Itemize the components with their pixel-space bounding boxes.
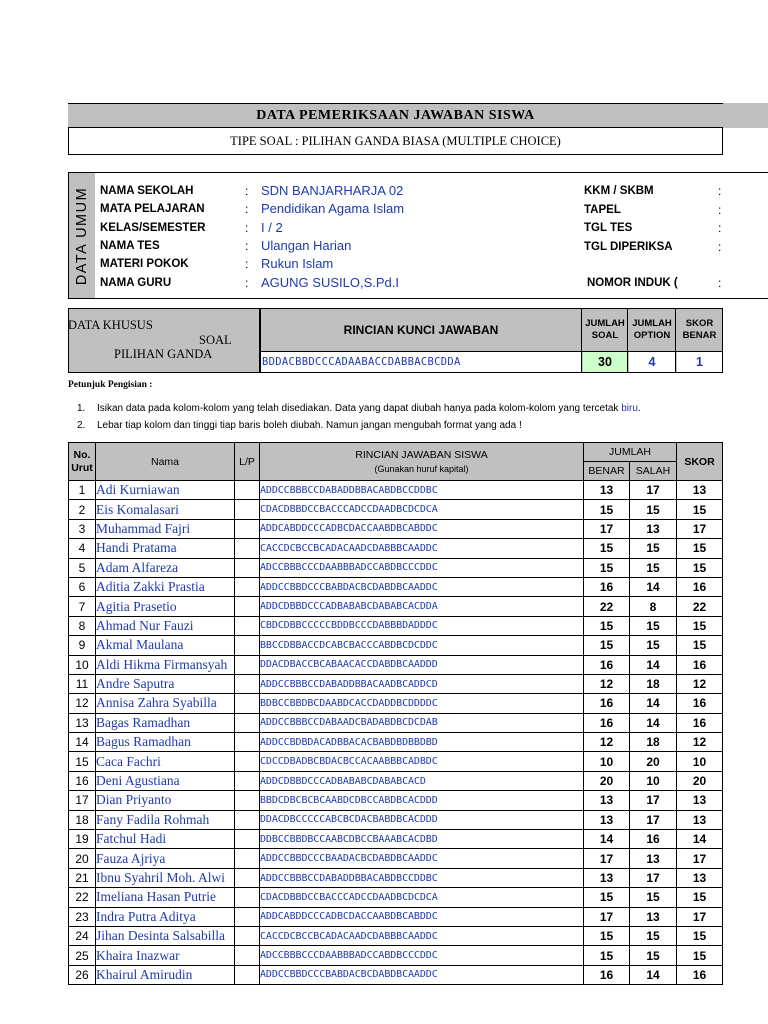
count-benar: 15	[584, 500, 630, 519]
table-row	[69, 616, 723, 635]
table-row	[69, 539, 723, 558]
count-salah: 15	[630, 946, 677, 965]
table-row	[69, 558, 723, 577]
student-name[interactable]: Aditia Zakki Prastia	[96, 577, 235, 596]
skor-benar-label: SKOR BENAR	[677, 309, 722, 351]
count-benar: 16	[584, 655, 630, 674]
general-field-value[interactable]: I / 2	[261, 219, 283, 235]
student-name[interactable]: Adam Alfareza	[96, 558, 235, 577]
table-row	[69, 481, 723, 500]
student-gender[interactable]	[235, 655, 260, 674]
row-number: 18	[69, 810, 96, 829]
count-salah: 18	[630, 674, 677, 693]
score: 13	[677, 791, 723, 810]
student-answers[interactable]: ADDCCBDBDACADBBACACBABDBDBBDBD	[260, 733, 584, 752]
student-name[interactable]: Handi Pratama	[96, 539, 235, 558]
count-benar: 12	[584, 733, 630, 752]
student-name[interactable]: Eis Komalasari	[96, 500, 235, 519]
general-field-colon: :	[245, 275, 249, 290]
count-benar: 15	[584, 539, 630, 558]
general-field-colon: :	[245, 202, 249, 217]
table-row	[69, 636, 723, 655]
student-gender[interactable]	[235, 519, 260, 538]
count-salah: 17	[630, 791, 677, 810]
student-name[interactable]: Akmal Maulana	[96, 636, 235, 655]
count-benar: 17	[584, 519, 630, 538]
count-salah: 8	[630, 597, 677, 616]
score: 10	[677, 752, 723, 771]
table-row	[69, 713, 723, 732]
count-salah: 20	[630, 752, 677, 771]
score: 15	[677, 539, 723, 558]
student-name[interactable]: Jihan Desinta Salsabilla	[96, 926, 235, 945]
general-right-label: KKM / SKBM	[584, 185, 654, 197]
student-name[interactable]: Indra Putra Aditya	[96, 907, 235, 926]
table-row	[69, 577, 723, 596]
count-salah: 13	[630, 849, 677, 868]
student-gender[interactable]	[235, 674, 260, 693]
table-row	[69, 888, 723, 907]
count-salah: 15	[630, 926, 677, 945]
row-number: 10	[69, 655, 96, 674]
row-number: 11	[69, 674, 96, 693]
general-right-label: TGL DIPERIKSA	[584, 240, 673, 253]
row-number: 9	[69, 636, 96, 655]
header-jumlah: JUMLAH	[584, 443, 677, 462]
count-salah: 15	[630, 616, 677, 635]
key-header: RINCIAN KUNCI JAWABAN	[261, 309, 582, 351]
student-gender[interactable]	[235, 965, 260, 984]
general-right-colon: :	[718, 184, 722, 198]
student-name[interactable]: Bagus Ramadhan	[96, 733, 235, 752]
row-number: 2	[69, 500, 96, 519]
student-gender[interactable]	[235, 500, 260, 519]
student-answers[interactable]: CACCDCBCCBCADACAADCDABBBCAADDC	[260, 539, 584, 558]
table-row	[69, 830, 723, 849]
count-salah: 15	[630, 888, 677, 907]
student-answers[interactable]: CDACDBBDCCBACCCADCCDAADBCDCDCA	[260, 888, 584, 907]
student-answers[interactable]: BBDCDBCBCBCAABDCDBCCABDBCACDDD	[260, 791, 584, 810]
row-number: 20	[69, 849, 96, 868]
student-name[interactable]: Aldi Hikma Firmansyah	[96, 655, 235, 674]
student-name[interactable]: Imeliana Hasan Putrie	[96, 888, 235, 907]
student-gender[interactable]	[235, 791, 260, 810]
score: 16	[677, 655, 723, 674]
row-number: 5	[69, 558, 96, 577]
student-gender[interactable]	[235, 810, 260, 829]
student-answers[interactable]: ADDCCBBDCCCBABDACBCDABDBCAADDC	[260, 965, 584, 984]
student-answers[interactable]: ADDCCBBBCCDABAADCBADABDBCDCDAB	[260, 713, 584, 732]
header-salah: SALAH	[630, 462, 677, 481]
row-number: 24	[69, 926, 96, 945]
general-right-label: TAPEL	[584, 203, 621, 216]
row-number: 17	[69, 791, 96, 810]
count-salah: 18	[630, 733, 677, 752]
student-gender[interactable]	[235, 868, 260, 887]
row-number: 8	[69, 616, 96, 635]
table-row	[69, 810, 723, 829]
table-row	[69, 694, 723, 713]
student-name[interactable]: Fatchul Hadi	[96, 830, 235, 849]
count-salah: 15	[630, 539, 677, 558]
table-row	[69, 500, 723, 519]
score: 15	[677, 558, 723, 577]
general-field-value[interactable]: Pendidikan Agama Islam	[261, 201, 405, 217]
count-benar: 13	[584, 791, 630, 810]
student-name[interactable]: Deni Agustiana	[96, 771, 235, 790]
jumlah-option-input[interactable]: 4	[629, 352, 676, 372]
student-answers[interactable]: ADDCCBBBCCDABADDBBACABDBCCDDBC	[260, 868, 584, 887]
student-name[interactable]: Muhammad Fajri	[96, 519, 235, 538]
count-benar: 13	[584, 810, 630, 829]
table-row	[69, 946, 723, 965]
score: 12	[677, 674, 723, 693]
student-answers[interactable]: DDBCCBBDBCCAABCDBCCBAAABCACDBD	[260, 830, 584, 849]
student-name[interactable]: Agitia Prasetio	[96, 597, 235, 616]
student-answers[interactable]: BDBCCBBDBCDAABDCACCDADDBCDDDDC	[260, 694, 584, 713]
count-benar: 16	[584, 694, 630, 713]
table-row	[69, 907, 723, 926]
table-row	[69, 965, 723, 984]
student-gender[interactable]	[235, 694, 260, 713]
student-answers[interactable]: ADDCCBBDCCCBABDACBCDABDBCAADDC	[260, 577, 584, 596]
score: 16	[677, 694, 723, 713]
table-row	[69, 519, 723, 538]
student-gender[interactable]	[235, 888, 260, 907]
count-benar: 15	[584, 946, 630, 965]
score: 15	[677, 500, 723, 519]
student-name[interactable]: Bagas Ramadhan	[96, 713, 235, 732]
page-subtitle: TIPE SOAL : PILIHAN GANDA BIASA (MULTIPLE CHOICE)	[68, 128, 723, 155]
row-number: 26	[69, 965, 96, 984]
row-number: 7	[69, 597, 96, 616]
instruction-text: Lebar tiap kolom dan tinggi tiap baris boleh diubah. Namun jangan mengubah format yang ada !	[97, 420, 522, 431]
count-benar: 15	[584, 558, 630, 577]
score: 16	[677, 965, 723, 984]
student-answers[interactable]: ADDCCBBBCCDABADDBBACAADBCADDCD	[260, 674, 584, 693]
count-benar: 17	[584, 907, 630, 926]
general-field-colon: :	[245, 220, 249, 235]
row-number: 25	[69, 946, 96, 965]
count-benar: 15	[584, 636, 630, 655]
student-name[interactable]: Adi Kurniawan	[96, 481, 235, 500]
header-rincian: RINCIAN JAWABAN SISWA (Gunakan huruf kapital)	[260, 443, 584, 481]
instructions-heading: Petunjuk Pengisian :	[68, 380, 153, 390]
table-row	[69, 771, 723, 790]
row-number: 14	[69, 733, 96, 752]
row-number: 23	[69, 907, 96, 926]
general-field-colon: :	[245, 238, 249, 253]
row-number: 4	[69, 539, 96, 558]
student-gender[interactable]	[235, 849, 260, 868]
general-field-colon: :	[245, 184, 249, 198]
answer-key-input[interactable]: BDDACBBDCCCADAABACCDABBACBCDDA	[261, 352, 582, 372]
general-field-value[interactable]: SDN BANJARHARJA 02	[261, 183, 404, 198]
count-benar: 22	[584, 597, 630, 616]
row-number: 16	[69, 771, 96, 790]
count-benar: 14	[584, 830, 630, 849]
count-benar: 16	[584, 577, 630, 596]
count-salah: 14	[630, 577, 677, 596]
score: 17	[677, 519, 723, 538]
count-salah: 14	[630, 694, 677, 713]
score: 16	[677, 713, 723, 732]
row-number: 19	[69, 830, 96, 849]
general-right-colon: :	[718, 276, 722, 290]
general-field-label: NAMA GURU	[100, 276, 172, 289]
student-gender[interactable]	[235, 752, 260, 771]
count-salah: 14	[630, 713, 677, 732]
jumlah-soal-label: JUMLAH SOAL	[583, 309, 628, 351]
student-gender[interactable]	[235, 558, 260, 577]
score: 15	[677, 946, 723, 965]
student-gender[interactable]	[235, 597, 260, 616]
count-benar: 16	[584, 713, 630, 732]
score: 14	[677, 830, 723, 849]
general-field-label: NAMA TES	[100, 239, 160, 252]
student-answers[interactable]: DDACDBCCCCCABCBCDACBABDBCACDDD	[260, 810, 584, 829]
student-gender[interactable]	[235, 616, 260, 635]
student-answers[interactable]: BBCCDBBACCDCABCBACCCABDBCDCDDC	[260, 636, 584, 655]
title-extension-fill	[723, 103, 768, 128]
general-data-section-label: DATA UMUM	[68, 172, 95, 299]
student-name[interactable]: Fauza Ajriya	[96, 849, 235, 868]
count-salah: 15	[630, 558, 677, 577]
table-row	[69, 868, 723, 887]
header-no: No. Urut	[69, 443, 96, 481]
score: 17	[677, 907, 723, 926]
count-salah: 13	[630, 519, 677, 538]
general-field-value[interactable]: Ulangan Harian	[261, 237, 352, 253]
special-label-3: PILIHAN GANDA	[114, 347, 213, 361]
score: 13	[677, 481, 723, 500]
student-gender[interactable]	[235, 926, 260, 945]
table-row	[69, 926, 723, 945]
score: 15	[677, 616, 723, 635]
general-right-label: TGL TES	[584, 222, 633, 234]
student-answers[interactable]: CBDCDBBCCCCCBDDBCCCDABBBDADDDC	[260, 616, 584, 635]
student-name[interactable]: Ibnu Syahril Moh. Alwi	[96, 868, 235, 887]
score: 15	[677, 636, 723, 655]
count-benar: 15	[584, 888, 630, 907]
student-gender[interactable]	[235, 577, 260, 596]
row-number: 12	[69, 694, 96, 713]
student-answers[interactable]: ADDCDBBDCCCADBABABCDABABCACD	[260, 771, 584, 790]
count-salah: 14	[630, 655, 677, 674]
count-salah: 16	[630, 830, 677, 849]
student-name[interactable]: Fany Fadila Rohmah	[96, 810, 235, 829]
table-row	[69, 597, 723, 616]
count-salah: 15	[630, 636, 677, 655]
row-number: 13	[69, 713, 96, 732]
header-lp: L/P	[235, 443, 260, 481]
count-benar: 15	[584, 616, 630, 635]
page-title: DATA PEMERIKSAAN JAWABAN SISWA	[68, 103, 723, 128]
count-benar: 13	[584, 481, 630, 500]
answers-table	[68, 442, 723, 985]
count-salah: 17	[630, 810, 677, 829]
header-skor: SKOR	[677, 443, 723, 481]
student-gender[interactable]	[235, 946, 260, 965]
student-answers[interactable]: ADDCABDDCCCADBCDACCAABDBCABDDC	[260, 907, 584, 926]
student-answers[interactable]: ADDCCBBBCCDABADDBBACABDBCCDDBC	[260, 481, 584, 500]
header-nama: Nama	[96, 443, 235, 481]
instruction-text: Isikan data pada kolom-kolom yang telah disediakan. Data yang dapat diubah hanya pada kolom-kolom yang tercetak biru.	[97, 403, 641, 414]
general-field-label: MATERI POKOK	[100, 258, 189, 271]
student-answers[interactable]: CDACDBBDCCBACCCADCCDAADBCDCDCA	[260, 500, 584, 519]
count-benar: 13	[584, 868, 630, 887]
student-name[interactable]: Annisa Zahra Syabilla	[96, 694, 235, 713]
student-answers[interactable]: CACCDCBCCBCADACAADCDABBBCAADDC	[260, 926, 584, 945]
jumlah-soal-value: 30	[583, 352, 628, 372]
jumlah-option-label: JUMLAH OPTION	[629, 309, 676, 351]
general-right-colon: :	[718, 239, 722, 254]
student-name[interactable]: Ahmad Nur Fauzi	[96, 616, 235, 635]
general-field-label: NAMA SEKOLAH	[100, 185, 194, 197]
count-benar: 15	[584, 926, 630, 945]
general-field-label: MATA PELAJARAN	[100, 203, 205, 216]
student-gender[interactable]	[235, 481, 260, 500]
student-gender[interactable]	[235, 636, 260, 655]
student-answers[interactable]: ADDCDBBDCCCADBABABCDABABCACDDA	[260, 597, 584, 616]
table-row	[69, 849, 723, 868]
student-answers[interactable]: DDACDBACCBCABAACACCDABDBCAADDD	[260, 655, 584, 674]
special-label-1: DATA KHUSUS	[68, 318, 153, 332]
student-answers[interactable]: ADDCABDDCCCADBCDACCAABDBCABDDC	[260, 519, 584, 538]
count-salah: 10	[630, 771, 677, 790]
student-name[interactable]: Khaira Inazwar	[96, 946, 235, 965]
instruction-number: 1.	[77, 403, 86, 414]
row-number: 21	[69, 868, 96, 887]
row-number: 22	[69, 888, 96, 907]
general-field-label: KELAS/SEMESTER	[100, 221, 206, 234]
special-label-2: SOAL	[199, 333, 232, 347]
count-salah: 14	[630, 965, 677, 984]
table-row	[69, 752, 723, 771]
score: 16	[677, 577, 723, 596]
count-salah: 17	[630, 481, 677, 500]
count-benar: 17	[584, 849, 630, 868]
general-right-colon: :	[718, 221, 722, 235]
score: 20	[677, 771, 723, 790]
student-answers[interactable]: CDCCDBADBCBDACBCCACAABBBCADBDC	[260, 752, 584, 771]
student-gender[interactable]	[235, 713, 260, 732]
table-row	[69, 733, 723, 752]
student-answers[interactable]: ADDCCBBDCCCBAADACBCDABDBCAADDC	[260, 849, 584, 868]
general-right-colon: :	[718, 202, 722, 217]
student-name[interactable]: Dian Priyanto	[96, 791, 235, 810]
count-benar: 10	[584, 752, 630, 771]
score: 13	[677, 810, 723, 829]
score: 13	[677, 868, 723, 887]
row-number: 1	[69, 481, 96, 500]
student-gender[interactable]	[235, 830, 260, 849]
count-salah: 17	[630, 868, 677, 887]
count-benar: 20	[584, 771, 630, 790]
general-field-value[interactable]: Rukun Islam	[261, 256, 334, 272]
student-answers[interactable]: ADCCBBBCCCDAABBBADCCABDBCCCDDC	[260, 558, 584, 577]
student-name[interactable]: Caca Fachri	[96, 752, 235, 771]
count-salah: 15	[630, 500, 677, 519]
count-salah: 13	[630, 907, 677, 926]
student-name[interactable]: Andre Saputra	[96, 674, 235, 693]
general-field-value[interactable]: AGUNG SUSILO,S.Pd.I	[261, 274, 399, 290]
count-benar: 12	[584, 674, 630, 693]
student-gender[interactable]	[235, 733, 260, 752]
table-row	[69, 791, 723, 810]
count-benar: 16	[584, 965, 630, 984]
student-gender[interactable]	[235, 771, 260, 790]
student-answers[interactable]: ADCCBBBCCCDAABBBADCCABDBCCCDDC	[260, 946, 584, 965]
score: 12	[677, 733, 723, 752]
row-number: 15	[69, 752, 96, 771]
student-gender[interactable]	[235, 907, 260, 926]
row-number: 3	[69, 519, 96, 538]
skor-benar-input[interactable]: 1	[677, 352, 722, 372]
instruction-number: 2.	[77, 420, 86, 431]
table-row	[69, 674, 723, 693]
general-right-label: NOMOR INDUK (	[587, 277, 678, 289]
header-benar: BENAR	[584, 462, 630, 481]
score: 17	[677, 849, 723, 868]
row-number: 6	[69, 577, 96, 596]
score: 15	[677, 888, 723, 907]
general-field-colon: :	[245, 257, 249, 272]
student-gender[interactable]	[235, 539, 260, 558]
student-name[interactable]: Khairul Amirudin	[96, 965, 235, 984]
table-row	[69, 655, 723, 674]
score: 15	[677, 926, 723, 945]
score: 22	[677, 597, 723, 616]
